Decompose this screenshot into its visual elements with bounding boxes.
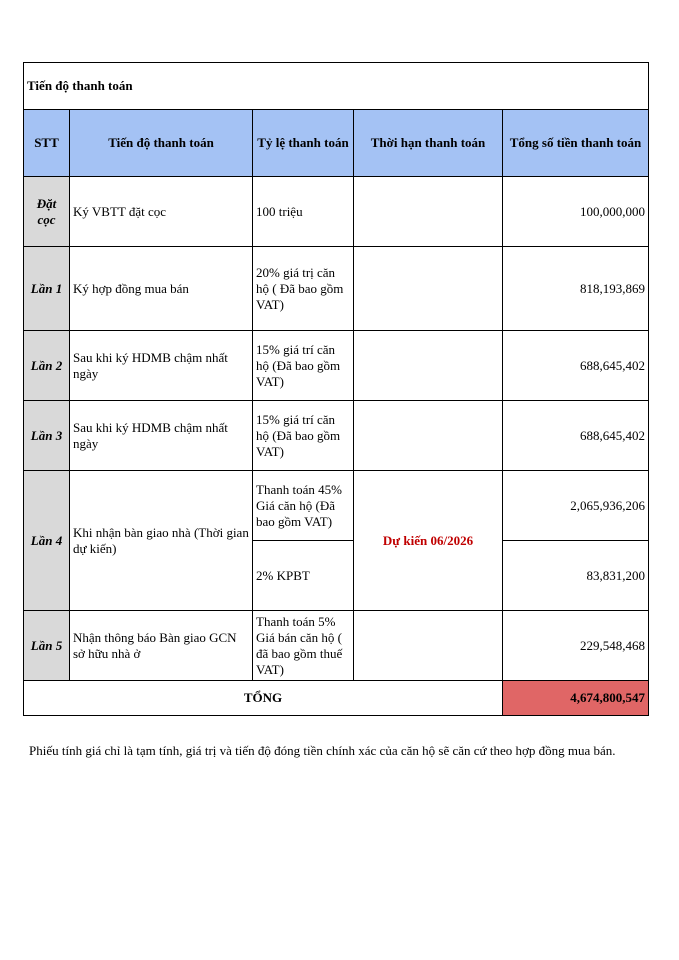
row-stt: Lần 3 — [24, 401, 70, 471]
row-stage: Sau khi ký HDMB chậm nhất ngày — [70, 401, 253, 471]
row-stt: Lần 5 — [24, 611, 70, 681]
total-row — [24, 681, 649, 716]
row-stage: Nhận thông báo Bàn giao GCN sở hữu nhà ở — [70, 611, 253, 681]
row-rate: 15% giá trí căn hộ (Đã bao gồm VAT) — [253, 331, 354, 401]
row-deadline — [354, 247, 503, 331]
row-stage: Ký VBTT đặt cọc — [70, 177, 253, 247]
row-rate: Thanh toán 5% Giá bán căn hộ ( đã bao gồm thuế VAT) — [253, 611, 354, 681]
row-deadline — [354, 401, 503, 471]
row-stt: Đặt cọc — [24, 177, 70, 247]
header-stt: STT — [24, 110, 70, 177]
header-rate: Tỷ lệ thanh toán — [253, 110, 354, 177]
table-row — [24, 177, 649, 247]
row-stt: Lần 1 — [24, 247, 70, 331]
row-deadline — [354, 331, 503, 401]
total-label: TỔNG — [24, 681, 503, 716]
row-rate: 15% giá trí căn hộ (Đã bao gồm VAT) — [253, 401, 354, 471]
disclaimer-note: Phiếu tính giá chỉ là tạm tính, giá trị và tiến độ đóng tiền chính xác của căn hộ sẽ căn cứ theo hợp đồng mua bán. — [29, 743, 616, 758]
table-row — [24, 331, 649, 401]
row-amount: 818,193,869 — [503, 247, 649, 331]
row-rate-secondary: 2% KPBT — [253, 541, 354, 611]
header-amount: Tổng số tiền thanh toán — [503, 110, 649, 177]
row-amount-secondary: 83,831,200 — [503, 541, 649, 611]
row-stt: Lần 2 — [24, 331, 70, 401]
header-deadline: Thời hạn thanh toán — [354, 110, 503, 177]
row-stt: Lần 4 — [24, 471, 70, 611]
table-row — [24, 401, 649, 471]
row-deadline — [354, 177, 503, 247]
row-amount: 688,645,402 — [503, 401, 649, 471]
row-rate: Thanh toán 45% Giá căn hộ (Đã bao gồm VAT) — [253, 471, 354, 541]
row-rate: 100 triệu — [253, 177, 354, 247]
table-row — [24, 471, 649, 541]
row-amount: 229,548,468 — [503, 611, 649, 681]
row-rate: 20% giá trị căn hộ ( Đã bao gồm VAT) — [253, 247, 354, 331]
row-amount: 2,065,936,206 — [503, 471, 649, 541]
table-row — [24, 611, 649, 681]
row-stage: Ký hợp đồng mua bán — [70, 247, 253, 331]
row-stage: Sau khi ký HDMB chậm nhất ngày — [70, 331, 253, 401]
header-stage: Tiến độ thanh toán — [70, 110, 253, 177]
row-amount: 688,645,402 — [503, 331, 649, 401]
row-deadline — [354, 611, 503, 681]
row-amount: 100,000,000 — [503, 177, 649, 247]
row-deadline: Dự kiến 06/2026 — [354, 471, 503, 611]
total-value: 4,674,800,547 — [503, 681, 649, 716]
table-title: Tiến độ thanh toán — [24, 63, 649, 110]
row-stage: Khi nhận bàn giao nhà (Thời gian dự kiến) — [70, 471, 253, 611]
table-row — [24, 247, 649, 331]
payment-schedule-table — [23, 62, 649, 716]
